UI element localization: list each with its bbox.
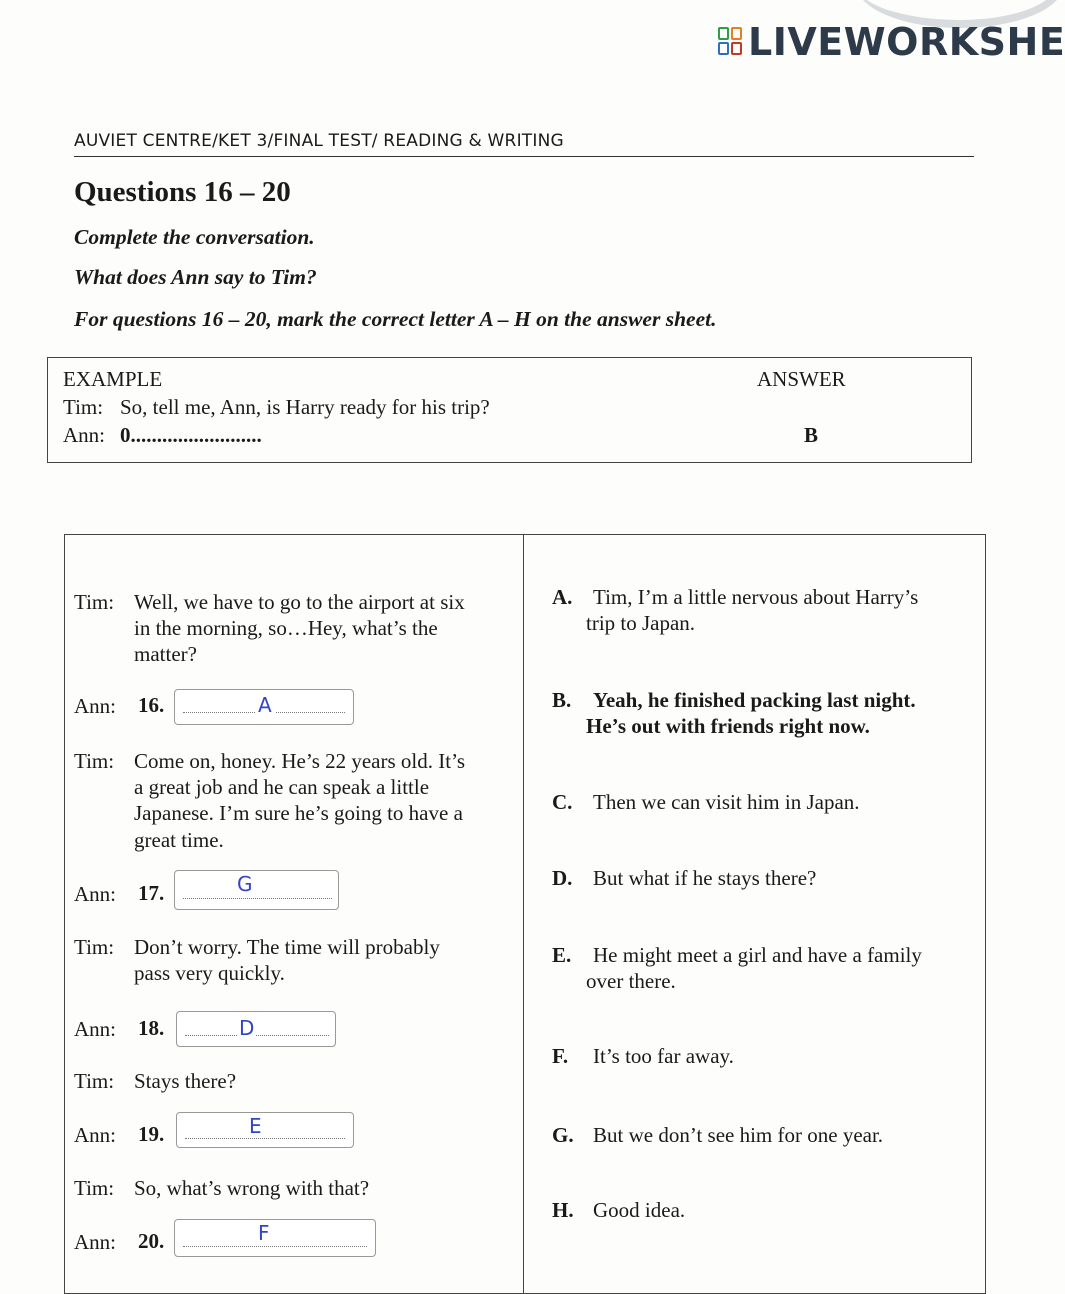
question-number-20: 20. [138,1229,165,1253]
answer-box-20[interactable] [174,1219,376,1257]
answer-label: ANSWER [757,367,846,391]
answer-box-19[interactable] [176,1112,354,1148]
example-ann-line: 0......................... [120,423,262,447]
option-letter-f: F. [552,1044,569,1068]
tim-line: Don’t worry. The time will probably [134,935,440,959]
option-e-text: He might meet a girl and have a family [593,943,922,967]
column-divider [523,534,524,1294]
instruction-3: For questions 16 – 20, mark the correct letter A – H on the answer sheet. [74,307,717,331]
question-number-19: 19. [138,1122,165,1146]
tim-speaker: Tim: [74,1176,115,1200]
logo-icon [718,27,744,57]
ann-speaker: Ann: [74,1017,116,1041]
option-letter-a: A. [552,585,573,609]
tim-line: matter? [134,642,197,666]
option-b-text: He’s out with friends right now. [586,714,870,738]
option-f-text: It’s too far away. [593,1044,734,1068]
ann-speaker: Ann: [74,1123,116,1147]
option-d-text: But what if he stays there? [593,866,817,890]
tim-line: Come on, honey. He’s 22 years old. It’s [134,749,466,773]
header-divider [74,156,974,157]
answer-18: D [239,1016,255,1040]
question-number-17: 17. [138,881,165,905]
logo-text: LIVEWORKSHE [748,20,1065,64]
option-letter-e: E. [552,943,572,967]
tim-speaker: Tim: [74,749,115,773]
example-ann-speaker: Ann: [63,423,105,447]
option-letter-g: G. [552,1123,574,1147]
option-e-text: over there. [586,969,676,993]
questions-title: Questions 16 – 20 [74,176,291,208]
example-tim-speaker: Tim: [63,395,104,419]
answer-17: G [237,872,253,896]
answer-20: F [258,1221,270,1245]
tim-line: Stays there? [134,1069,237,1093]
answer-box-17[interactable] [174,870,339,910]
instruction-2: What does Ann say to Tim? [74,265,317,289]
ann-speaker: Ann: [74,694,116,718]
tim-line: Japanese. I’m sure he’s going to have a [134,801,463,825]
answer-19: E [249,1114,262,1138]
liveworksheets-logo [718,12,1065,72]
option-letter-h: H. [552,1198,574,1222]
tim-speaker: Tim: [74,1069,115,1093]
tim-speaker: Tim: [74,935,115,959]
tim-line: So, what’s wrong with that? [134,1176,370,1200]
answer-box-18[interactable] [176,1011,336,1047]
example-label: EXAMPLE [63,367,163,391]
option-letter-c: C. [552,790,573,814]
tim-line: pass very quickly. [134,961,285,985]
tim-speaker: Tim: [74,590,115,614]
answer-16: A [255,693,275,717]
tim-line: a great job and he can speak a little [134,775,430,799]
option-letter-d: D. [552,866,573,890]
ann-speaker: Ann: [74,882,116,906]
option-a-text: Tim, I’m a little nervous about Harry’s [593,585,919,609]
option-letter-b: B. [552,688,572,712]
option-a-text: trip to Japan. [586,611,696,635]
ann-speaker: Ann: [74,1230,116,1254]
option-h-text: Good idea. [593,1198,686,1222]
answer-box-16[interactable] [174,689,354,725]
test-header: AUVIET CENTRE/KET 3/FINAL TEST/ READING & WRITING [74,131,564,151]
option-c-text: Then we can visit him in Japan. [593,790,860,814]
question-number-16: 16. [138,693,165,717]
option-b-text: Yeah, he finished packing last night. [593,688,916,712]
question-number-18: 18. [138,1016,165,1040]
tim-line: Well, we have to go to the airport at six [134,590,465,614]
instruction-1: Complete the conversation. [74,225,315,249]
example-answer: B [804,423,819,447]
tim-line: in the morning, so…Hey, what’s the [134,616,438,640]
example-tim-line: So, tell me, Ann, is Harry ready for his trip? [120,395,490,419]
tim-line: great time. [134,828,224,852]
option-g-text: But we don’t see him for one year. [593,1123,884,1147]
